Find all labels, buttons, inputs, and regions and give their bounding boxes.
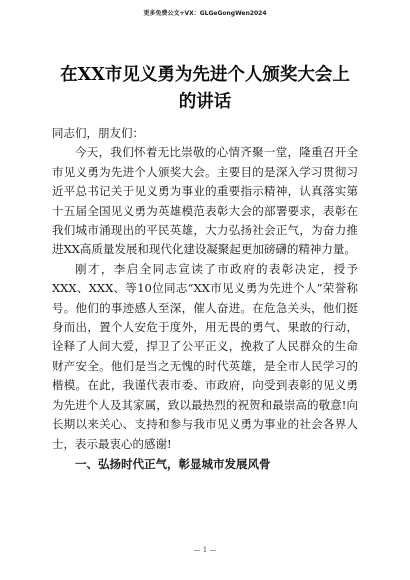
document-body [52, 124, 358, 474]
page-number: — 1 — [193, 546, 217, 554]
salutation: 同志们，朋友们： [52, 126, 144, 140]
section-heading: 一、弘扬时代正气，彰显城市发展风骨 [75, 456, 271, 471]
paragraph-2: 刚才，李启全同志宣读了市政府的表彰决定，授予XXX、XXX、等10位同志“XX市见义勇为先进个人”荣誉称号。他们的事迹感人至深，催人奋进。在危急关头，他们挺身而出，置个人安危于度外，用无畏的勇气、果敢的行动，诠释了人间大爱，捍卫了公平正义，挽救了人民群众的生命财产安全。他们是当之无愧的时代英雄，是全市人民学习的楷模。在此，我谨代表市委、市政府，向受到表彰的见义勇为先进个人及其家属，致以最热烈的祝贺和最崇高的敬意!向长期以来关心、支持和参与我市见义勇为事业的社会各界人士，表示最衷心的感谢! [52, 261, 358, 451]
paragraph-1: 今天，我们怀着无比崇敬的心情齐聚一堂，隆重召开全市见义勇为先进个人颁奖大会。主要目的是深入学习贯彻习近平总书记关于见义勇为事业的重要指示精神，认真落实第十五届全国见义勇为英雄模范表彰大会的部署要求，表彰在我们城市涌现出的平民英雄，大力弘扬社会正气，为奋力推进XX高质量发展和现代化建设凝聚起更加磅礴的精神力量。 [52, 145, 358, 257]
document-title: 在XX市见义勇为先进个人颁奖大会上的讲话 [60, 65, 350, 112]
header-note: 更多免费公文+VX：GLGeGongWen2024 [143, 10, 267, 17]
